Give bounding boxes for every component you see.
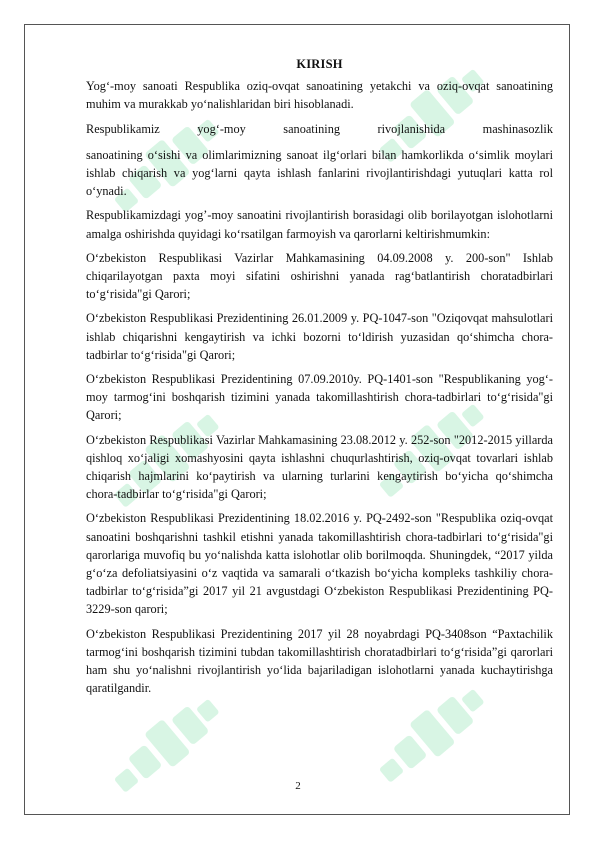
paragraph: Yog‘-moy sanoati Respublika oziq-ovqat sanoatining yetakchi va oziq-ovqat sanoatining muhim va murakkab yo‘nalishlaridan biri hisoblanadi. [86,79,553,112]
paragraph: Respublikamizdagi yog’-moy sanoatini rivojlantirish borasidagi olib borilayotgan islohotlarni amalga oshirishda quyidagi ko‘rsatilgan farmoyish va qarorlarni keltirishmumkin: [86,208,553,241]
paragraph: O‘zbekiston Respublikasi Prezidentining 2017 yil 28 noyabrdagi PQ-3408son “Paxtachilik tarmog‘ini boshqarish tizimini tubdan takomillashtirish choratadbirlari to‘g‘risida”gi qarorlari ham shu yo‘nalishni rivojlantirish yo‘lida bajariladigan islohotlarni yanada kuchaytirishga qaratilgandir. [86,626,553,696]
paragraph: sanoatining o‘sishi va olimlarimizning sanoat ilg‘orlari bilan hamkorlikda o‘simlik moylari ishlab chiqarish va yog‘larni qayta ishlash fanlarini rivojlantirishdagi yutuqlari katta rol o‘ynadi. [86,147,553,199]
page-number: 2 [295,780,301,792]
document-body [86,55,553,704]
paragraph: O‘zbekiston Respublikasi Prezidentining 26.01.2009 y. PQ-1047-son "Oziqovqat mahsulotlari ishlab chiqarishni kengaytirish va ichki bozorni to‘ldirish yuzasidan qo‘shimcha chora-tadbirlar to‘g‘risida"gi Qarori; [86,311,553,362]
paragraph: O‘zbekiston Respublikasi Vazirlar Mahkamasining 04.09.2008 y. 200-son" Ishlab chiqarilayotgan paxta moyi sifatini oshirishni yanada rag‘batlantirish choratadbirlari to‘g‘risida"gi Qarori; [86,250,553,302]
paragraph: O‘zbekiston Respublikasi Prezidentining 18.02.2016 y. PQ-2492-son "Respublika oziq-ovqat sanoatini boshqarishni tashkil etishni yanada takomillashtirish chora-tadbirlari to‘g‘risida"gi qarorlariga muvofiq bu yo‘nalishda katta islohotlar olib borilmoqda. Shuningdek, “2017 yilda g‘o‘za defoliatsiyasini o‘z vaqtida va samarali o‘tkazish bo‘yicha kompleks tashkiliy chora-tadbirlar to‘g‘risida”gi 2017 yil 21 avgustdagi O‘zbekiston Respublikasi Prezidentining PQ-3229-son qarori; [86,511,553,617]
paragraph: O‘zbekiston Respublikasi Prezidentining 07.09.2010y. PQ-1401-son "Respublikaning yog‘-moy tarmog‘ini boshqarish tizimini yanada takomillashtirish chora-tadbirlari to‘g‘risida"gi Qarori; [86,372,553,423]
paragraph: Respublikamiz yog‘-moy sanoatining rivojlanishida mashinasozlik [86,121,553,136]
document-title: KIRISH [296,57,343,71]
paragraph: O‘zbekiston Respublikasi Vazirlar Mahkamasining 23.08.2012 y. 252-son "2012-2015 yillarda qishloq xo‘jaligi xomashyosini qayta ishlashni chuqurlashtirish, oziq-ovqat tovarlari ishlab chiqarish hajmlarini ko‘paytirish va ularning turlarini kengaytirish bo‘yicha qo‘shimcha chora-tadbirlar to‘g‘risida"gi Qarori; [86,432,553,502]
